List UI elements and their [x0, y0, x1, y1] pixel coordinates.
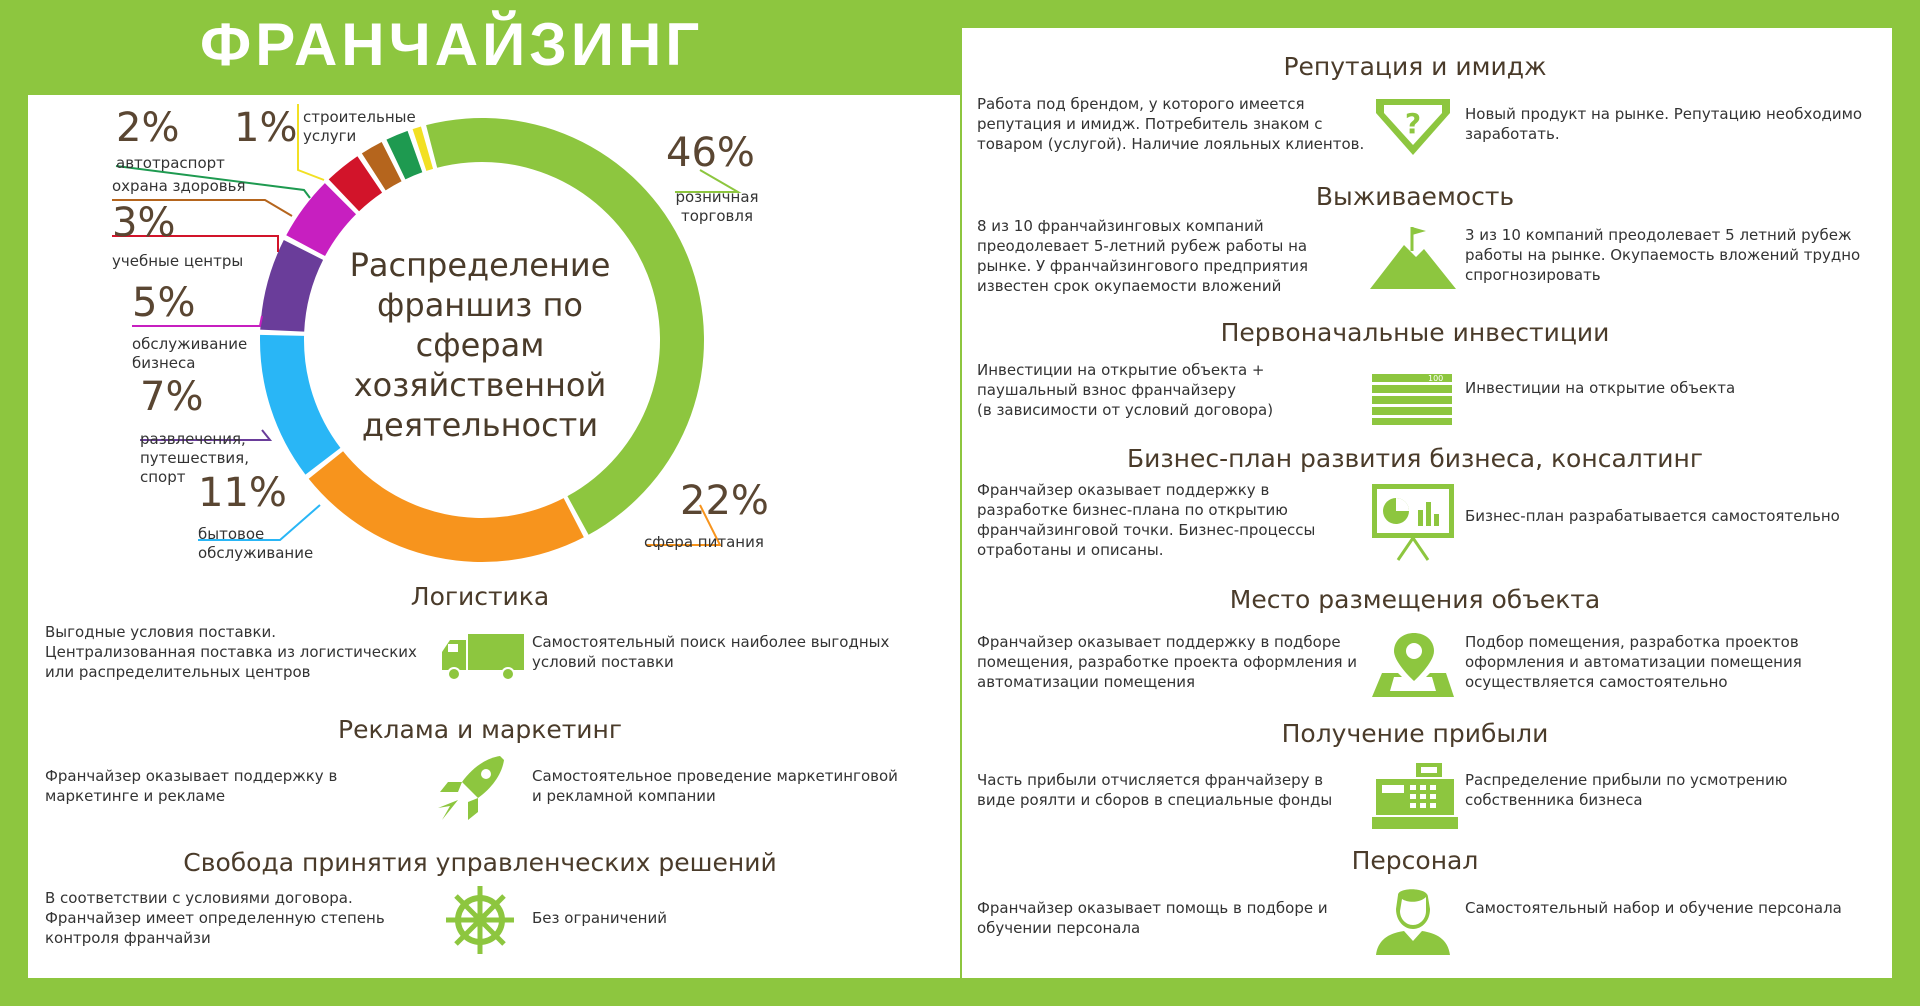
- text-line: Франчайзер имеет определенную степень: [45, 909, 385, 927]
- food-label: сфера питания: [644, 533, 764, 551]
- section-title-investments: Первоначальные инвестиции: [1220, 318, 1610, 347]
- question-shield-icon: [1368, 86, 1458, 166]
- label-line: обслуживание: [132, 335, 248, 353]
- pie-slice: [260, 335, 340, 475]
- reputation-franchise-text: [977, 94, 1377, 154]
- personnel-own-text: Самостоятельный набор и обучение персонала: [1465, 899, 1842, 917]
- entertainment-label: [140, 430, 249, 487]
- text-line: В соответствии с условиями договора.: [45, 889, 353, 907]
- chart-title-line: Распределение: [349, 246, 611, 284]
- section-title-decisions: Свобода принятия управленческих решений: [183, 848, 777, 877]
- text-line: Выгодные условия поставки.: [45, 623, 277, 641]
- household-label: [198, 525, 313, 563]
- marketing-own-text: [532, 766, 932, 806]
- text-line: Новый продукт на рынке. Репутацию необходимо: [1465, 105, 1863, 123]
- text-line: или распределительных центров: [45, 663, 311, 681]
- profit-own-text: [1465, 770, 1885, 810]
- pie-slice: [309, 451, 584, 562]
- page-title: ФРАНЧАЙЗИНГ: [200, 11, 704, 78]
- chart-title: [340, 245, 620, 445]
- person-icon: [1368, 880, 1458, 960]
- text-line: отработаны и описаны.: [977, 541, 1164, 559]
- business-pct: 5%: [132, 280, 196, 326]
- svg-text:?: ?: [1404, 107, 1422, 140]
- text-line: условий поставки: [532, 653, 674, 671]
- household-pct: 11%: [198, 470, 287, 516]
- label-line: торговля: [681, 207, 753, 225]
- label-line: строительные: [303, 108, 416, 126]
- text-line: осуществляется самостоятельно: [1465, 673, 1728, 691]
- survival-franchise-text: [977, 216, 1377, 296]
- text-line: разработке бизнес-плана по открытию: [977, 501, 1288, 519]
- investments-own-text: Инвестиции на открытие объекта: [1465, 379, 1736, 397]
- business-plan-own-text: Бизнес-план разрабатывается самостоятельно: [1465, 507, 1840, 525]
- section-title-personnel: Персонал: [1351, 846, 1479, 875]
- label-line: розничная: [675, 188, 759, 206]
- text-line: Подбор помещения, разработка проектов: [1465, 633, 1799, 651]
- decisions-franchise-text: [45, 888, 435, 948]
- auto-label: автотраспорт: [116, 154, 225, 172]
- construction-pct: 1%: [234, 105, 298, 151]
- decisions-own-text: Без ограничений: [532, 909, 667, 927]
- label-line: услуги: [303, 127, 357, 145]
- text-line: Франчайзер оказывает поддержку в подборе: [977, 633, 1341, 651]
- text-line: Самостоятельное проведение маркетинговой: [532, 767, 898, 785]
- section-title-location: Место размещения объекта: [1229, 585, 1601, 614]
- text-line: Распределение прибыли по усмотрению: [1465, 771, 1788, 789]
- text-line: маркетинге и рекламе: [45, 787, 226, 805]
- location-franchise-text: [977, 632, 1397, 692]
- text-line: Работа под брендом, у которого имеется: [977, 95, 1305, 113]
- section-title-business-plan: Бизнес-план развития бизнеса, консалтинг: [1126, 444, 1704, 473]
- location-own-text: [1465, 632, 1885, 692]
- text-line: Франчайзер оказывает поддержку в: [977, 481, 1270, 499]
- truck-icon: [438, 618, 528, 698]
- text-line: спрогнозировать: [1465, 266, 1601, 284]
- text-line: виде роялти и сборов в специальные фонды: [977, 791, 1333, 809]
- label-line: спорт: [140, 468, 186, 486]
- text-line: (в зависимости от условий договора): [977, 401, 1274, 419]
- text-line: помещения, разработке проекта оформления и: [977, 653, 1358, 671]
- text-line: Инвестиции на открытие объекта +: [977, 361, 1265, 379]
- text-line: 3 из 10 компаний преодолевает 5 летний рубеж: [1465, 226, 1852, 244]
- text-line: франчайзинговой точки. Бизнес-процессы: [977, 521, 1316, 539]
- entertainment-pct: 7%: [140, 374, 204, 420]
- business-label: [132, 335, 247, 373]
- text-line: заработать.: [1465, 125, 1560, 143]
- survival-own-text: [1465, 225, 1885, 285]
- marketing-franchise-text: [45, 766, 435, 806]
- text-line: 8 из 10 франчайзинговых компаний: [977, 217, 1264, 235]
- rocket-icon: [428, 750, 518, 830]
- text-line: работы на рынке. Окупаемость вложений трудно: [1465, 246, 1861, 264]
- section-title-profit: Получение прибыли: [1281, 719, 1549, 748]
- investments-franchise-text: [977, 360, 1377, 420]
- text-line: Франчайзер оказывает помощь в подборе и: [977, 899, 1328, 917]
- text-line: Франчайзер оказывает поддержку в: [45, 767, 338, 785]
- text-line: Централизованная поставка из логистических: [45, 643, 417, 661]
- label-line: бизнеса: [132, 354, 196, 372]
- text-line: Самостоятельный поиск наиболее выгодных: [532, 633, 890, 651]
- text-line: контроля франчайзи: [45, 929, 211, 947]
- text-line: паушальный взнос франчайзеру: [977, 381, 1236, 399]
- logistics-own-text: [532, 632, 932, 672]
- auto-pct: 2%: [116, 105, 180, 151]
- business-plan-franchise-text: [977, 480, 1377, 560]
- cash-register-icon: [1368, 756, 1458, 836]
- retail-pct: 46%: [666, 130, 755, 176]
- text-line: рынке. У франчайзингового предприятия: [977, 257, 1309, 275]
- section-title-reputation: Репутация и имидж: [1283, 52, 1547, 81]
- pie-slice: [260, 240, 323, 332]
- text-line: репутация и имидж. Потребитель знаком с: [977, 115, 1323, 133]
- money-stack-icon: [1368, 356, 1458, 436]
- text-line: товаром (услугой). Наличие лояльных клиентов.: [977, 135, 1365, 153]
- mountain-flag-icon: [1368, 216, 1458, 296]
- retail-label: [672, 188, 762, 226]
- text-line: преодолевает 5-летний рубеж работы на: [977, 237, 1308, 255]
- text-line: и рекламной компании: [532, 787, 716, 805]
- text-line: известен срок окупаемости вложений: [977, 277, 1282, 295]
- health-label: охрана здоровья: [112, 177, 246, 195]
- text-line: собственника бизнеса: [1465, 791, 1643, 809]
- presentation-chart-icon: [1368, 482, 1458, 562]
- construction-label: [303, 108, 416, 146]
- logistics-franchise-text: [45, 622, 435, 682]
- text-line: Часть прибыли отчисляется франчайзеру в: [977, 771, 1324, 789]
- label-line: бытовое: [198, 525, 265, 543]
- money-mark: 100: [1428, 374, 1444, 383]
- personnel-franchise-text: [977, 898, 1377, 938]
- label-line: развлечения,: [140, 430, 246, 448]
- chart-title-line: сферам: [415, 326, 545, 364]
- profit-franchise-text: [977, 770, 1377, 810]
- section-title-logistics: Логистика: [410, 582, 550, 611]
- section-title-marketing: Реклама и маркетинг: [338, 715, 622, 744]
- chart-title-line: деятельности: [361, 406, 599, 444]
- education-pct: 3%: [112, 200, 176, 246]
- label-line: обслуживание: [198, 544, 314, 562]
- section-title-survival: Выживаемость: [1315, 182, 1515, 211]
- food-pct: 22%: [680, 478, 769, 524]
- text-line: обучении персонала: [977, 919, 1141, 937]
- map-pin-icon: [1368, 624, 1458, 704]
- label-line: путешествия,: [140, 449, 249, 467]
- text-line: автоматизации помещения: [977, 673, 1196, 691]
- text-line: оформления и автоматизации помещения: [1465, 653, 1802, 671]
- chart-title-line: хозяйственной: [353, 366, 607, 404]
- chart-title-line: франшиз по: [377, 286, 583, 324]
- education-label: учебные центры: [112, 252, 244, 270]
- reputation-own-text: [1465, 104, 1885, 144]
- ship-wheel-icon: [440, 880, 520, 960]
